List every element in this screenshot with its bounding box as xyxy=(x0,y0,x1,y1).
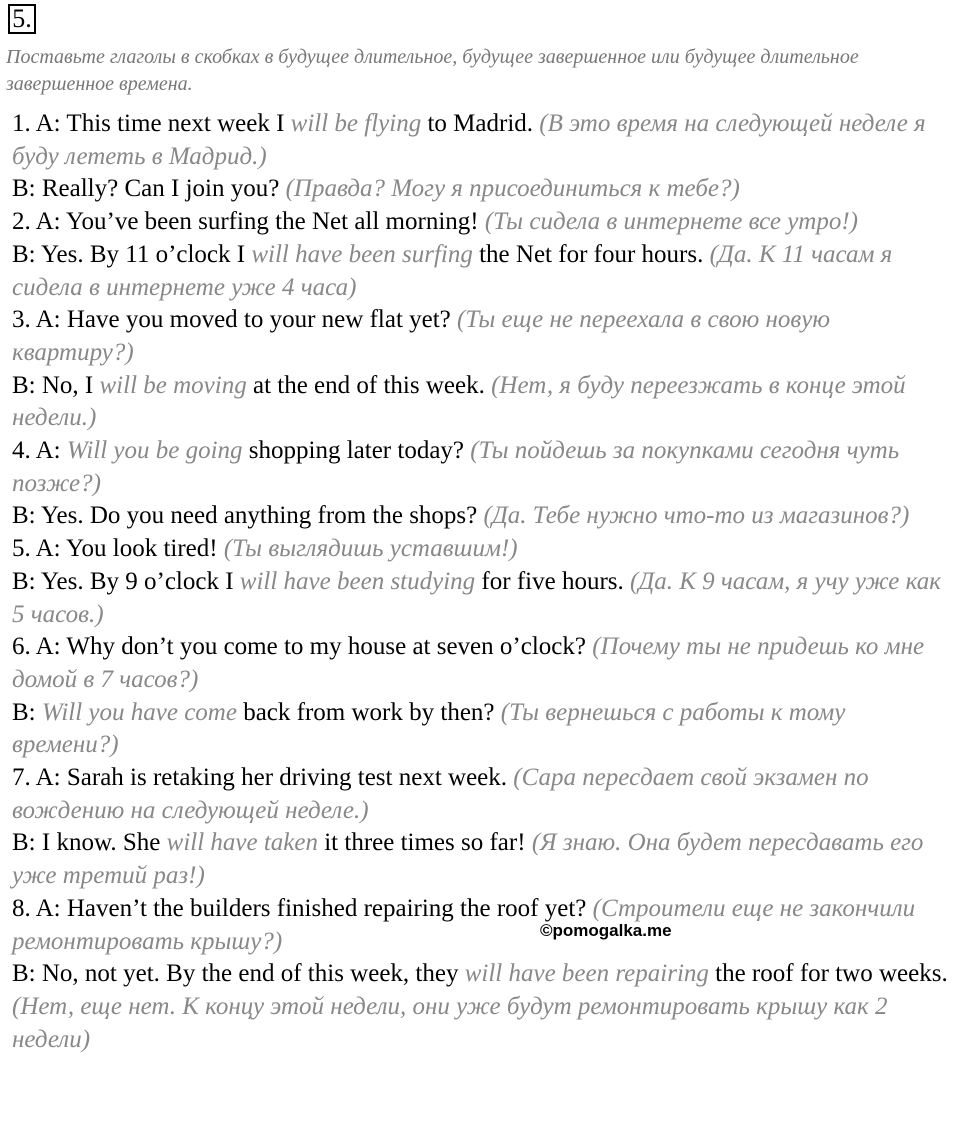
dialogue-line xyxy=(12,304,952,369)
line-text: 7. A: Sarah is retaking her driving test next week. xyxy=(12,764,514,792)
line-text: B: I know. She xyxy=(12,829,167,857)
line-text: shopping later today? xyxy=(242,437,471,465)
line-text: 5. A: You look tired! xyxy=(12,535,224,563)
line-text: B: No, I xyxy=(12,371,100,399)
dialogue-line xyxy=(12,566,952,631)
dialogue-line xyxy=(12,893,952,958)
watermark: ©pomogalka.me xyxy=(540,921,672,940)
exercise-content xyxy=(12,108,952,1056)
translation-text: (Ты выглядишь уставшим!) xyxy=(223,535,518,563)
exercise-number: 5. xyxy=(8,4,36,34)
line-text: B: Really? Can I join you? xyxy=(12,175,286,203)
answer-text: will have been repairing xyxy=(464,960,709,988)
translation-text: (Нет, я буду переезжать в конце этой недели.) xyxy=(12,371,906,432)
line-text: B: No, not yet. By the end of this week, they xyxy=(12,960,465,988)
line-text: at the end of this week. xyxy=(246,371,492,399)
answer-text: Will you have come xyxy=(41,698,237,726)
line-text: B: xyxy=(12,698,42,726)
dialogue-line xyxy=(12,631,952,696)
translation-text: (Сара пересдает свой экзамен по вождению на следующей неделе.) xyxy=(12,764,869,824)
dialogue-line xyxy=(12,108,952,173)
answer-text: will have taken xyxy=(166,829,318,857)
answer-text: will have been studying xyxy=(239,567,476,595)
translation-text: (Ты вернешься с работы к тому времени?) xyxy=(12,698,846,759)
translation-text: (Да. К 11 часам я сидела в интернете уже 4 часа) xyxy=(12,240,893,301)
translation-text: (Нет, еще нет. К концу этой недели, они уже будут ремонтировать крышу как 2 недели) xyxy=(12,992,888,1053)
dialogue-line xyxy=(12,239,952,304)
translation-text: (Я знаю. Она будет пересдавать его уже третий раз!) xyxy=(12,829,924,890)
line-text: 8. A: Haven’t the builders finished repairing the roof yet? xyxy=(12,894,593,922)
line-text: it three times so far! xyxy=(317,829,532,857)
dialogue-line xyxy=(12,173,952,206)
line-text: B: Yes. By 9 o’clock I xyxy=(12,567,240,595)
line-text: to Madrid. xyxy=(421,110,540,137)
translation-text: (Ты еще не переехала в свою новую квартиру?) xyxy=(12,306,830,366)
dialogue-line xyxy=(12,500,952,533)
exercise-instruction: Поставьте глаголы в скобках в будущее длительное, будущее завершенное или будущее длительное завершенное времена. xyxy=(6,46,859,95)
translation-text: (Да. Тебе нужно что-то из магазинов?) xyxy=(483,502,910,530)
line-text: 2. A: You’ve been surfing the Net all morning! xyxy=(12,208,485,236)
dialogue-line xyxy=(12,958,952,1056)
dialogue-line xyxy=(12,435,952,500)
line-text: 4. A: xyxy=(12,437,67,465)
dialogue-line xyxy=(12,206,952,239)
line-text: B: Yes. Do you need anything from the shops? xyxy=(12,502,484,530)
dialogue-line xyxy=(12,762,952,827)
translation-text: (Почему ты не придешь ко мне домой в 7 часов?) xyxy=(12,633,925,693)
line-text: the Net for four hours. xyxy=(472,240,710,268)
translation-text: (Ты сидела в интернете все утро!) xyxy=(484,208,859,236)
dialogue-line xyxy=(12,533,952,566)
translation-text: (Да. К 9 часам, я учу уже как 5 часов.) xyxy=(12,567,941,628)
translation-text: (В это время на следующей неделе я буду лететь в Мадрид.) xyxy=(12,110,926,170)
line-text: for five hours. xyxy=(475,567,630,595)
line-text: 6. A: Why don’t you come to my house at seven o’clock? xyxy=(12,633,593,661)
dialogue-line xyxy=(12,370,952,435)
line-text: 1. A: This time next week I xyxy=(12,110,291,137)
answer-text: will have been surfing xyxy=(251,240,473,268)
answer-text: will be flying xyxy=(290,110,422,137)
dialogue-line xyxy=(12,697,952,762)
line-text: 3. A: Have you moved to your new flat yet? xyxy=(12,306,458,334)
answer-text: will be moving xyxy=(99,371,247,399)
line-text: back from work by then? xyxy=(236,698,501,726)
dialogue-line xyxy=(12,827,952,892)
line-text: B: Yes. By 11 o’clock I xyxy=(12,240,252,268)
translation-text: (Строители еще не закончили ремонтировать крышу?) xyxy=(12,894,916,955)
answer-text: Will you be going xyxy=(66,437,243,465)
line-text: the roof for two weeks. xyxy=(708,960,948,988)
translation-text: (Ты пойдешь за покупками сегодня чуть позже?) xyxy=(12,437,900,497)
translation-text: (Правда? Могу я присоединиться к тебе?) xyxy=(285,175,740,203)
